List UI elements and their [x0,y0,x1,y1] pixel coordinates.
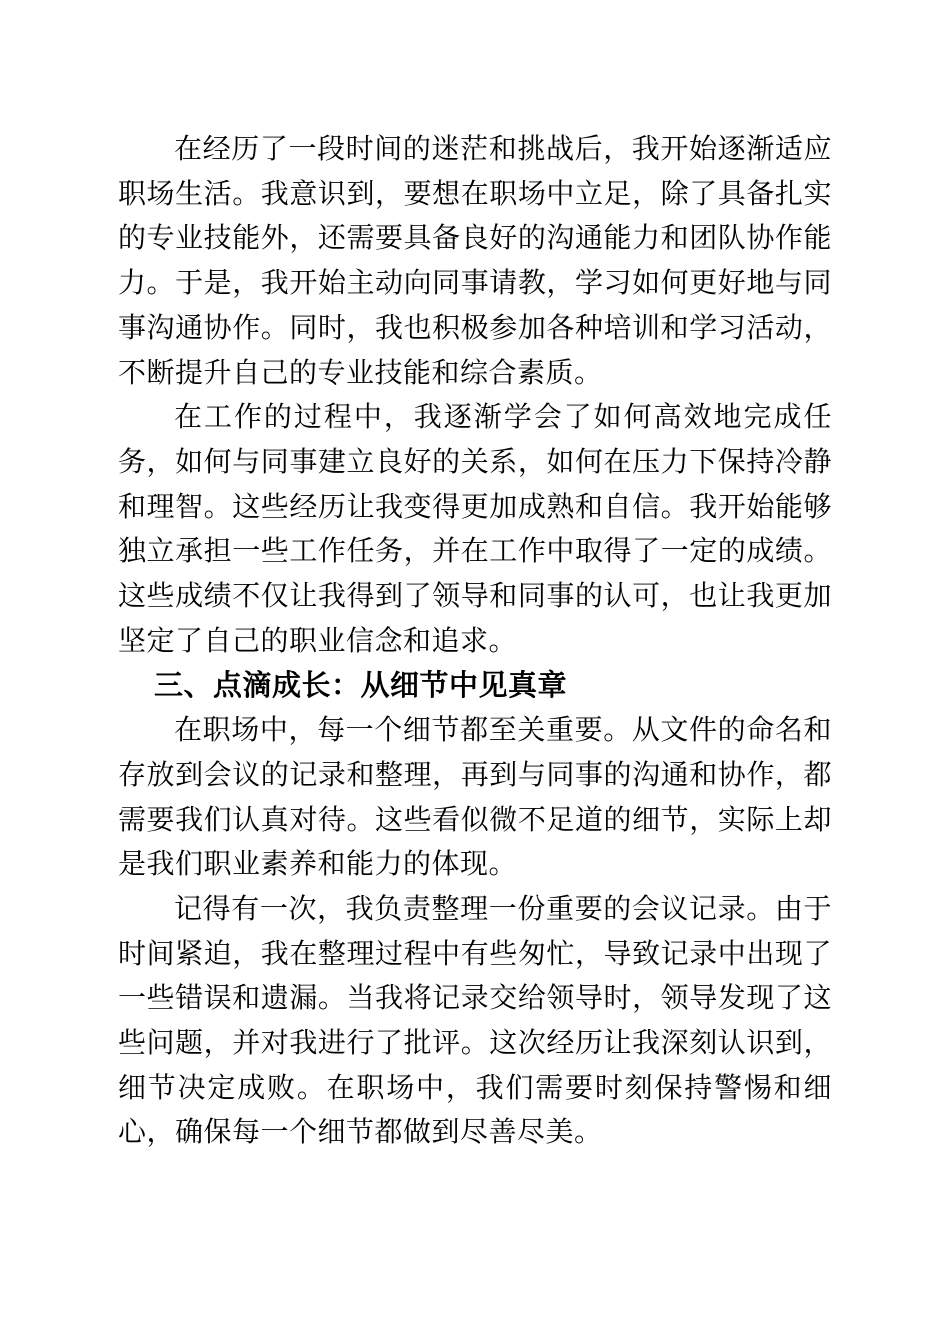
document-content [118,128,832,1156]
paragraph-meeting-record-lesson: 记得有一次，我负责整理一份重要的会议记录。由于时间紧迫，我在整理过程中有些匆忙，导致记录中出现了一些错误和遗漏。当我将记录交给领导时，领导发现了这些问题，并对我进行了批评。这次经历让我深刻认识到，细节决定成败。在职场中，我们需要时刻保持警惕和细心，确保每一个细节都做到尽善尽美。 [118,893,832,1149]
section-heading-details: 三、点滴成长：从细节中见真章 [154,670,568,703]
paragraph-adapting-to-workplace: 在经历了一段时间的迷茫和挑战后，我开始逐渐适应职场生活。我意识到，要想在职场中立足，除了具备扎实的专业技能外，还需要具备良好的沟通能力和团队协作能力。于是，我开始主动向同事请教，学习如何更好地与同事沟通协作。同时，我也积极参加各种培训和学习活动，不断提升自己的专业技能和综合素质。 [118,134,832,389]
paragraph-growth-and-recognition: 在工作的过程中，我逐渐学会了如何高效地完成任务，如何与同事建立良好的关系，如何在压力下保持冷静和理智。这些经历让我变得更加成熟和自信。我开始能够独立承担一些工作任务，并在工作中取得了一定的成绩。这些成绩不仅让我得到了领导和同事的认可，也让我更加坚定了自己的职业信念和追求。 [118,402,832,657]
paragraph-importance-of-details: 在职场中，每一个细节都至关重要。从文件的命名和存放到会议的记录和整理，再到与同事的沟通和协作，都需要我们认真对待。这些看似微不足道的细节，实际上却是我们职业素养和能力的体现。 [118,715,832,881]
